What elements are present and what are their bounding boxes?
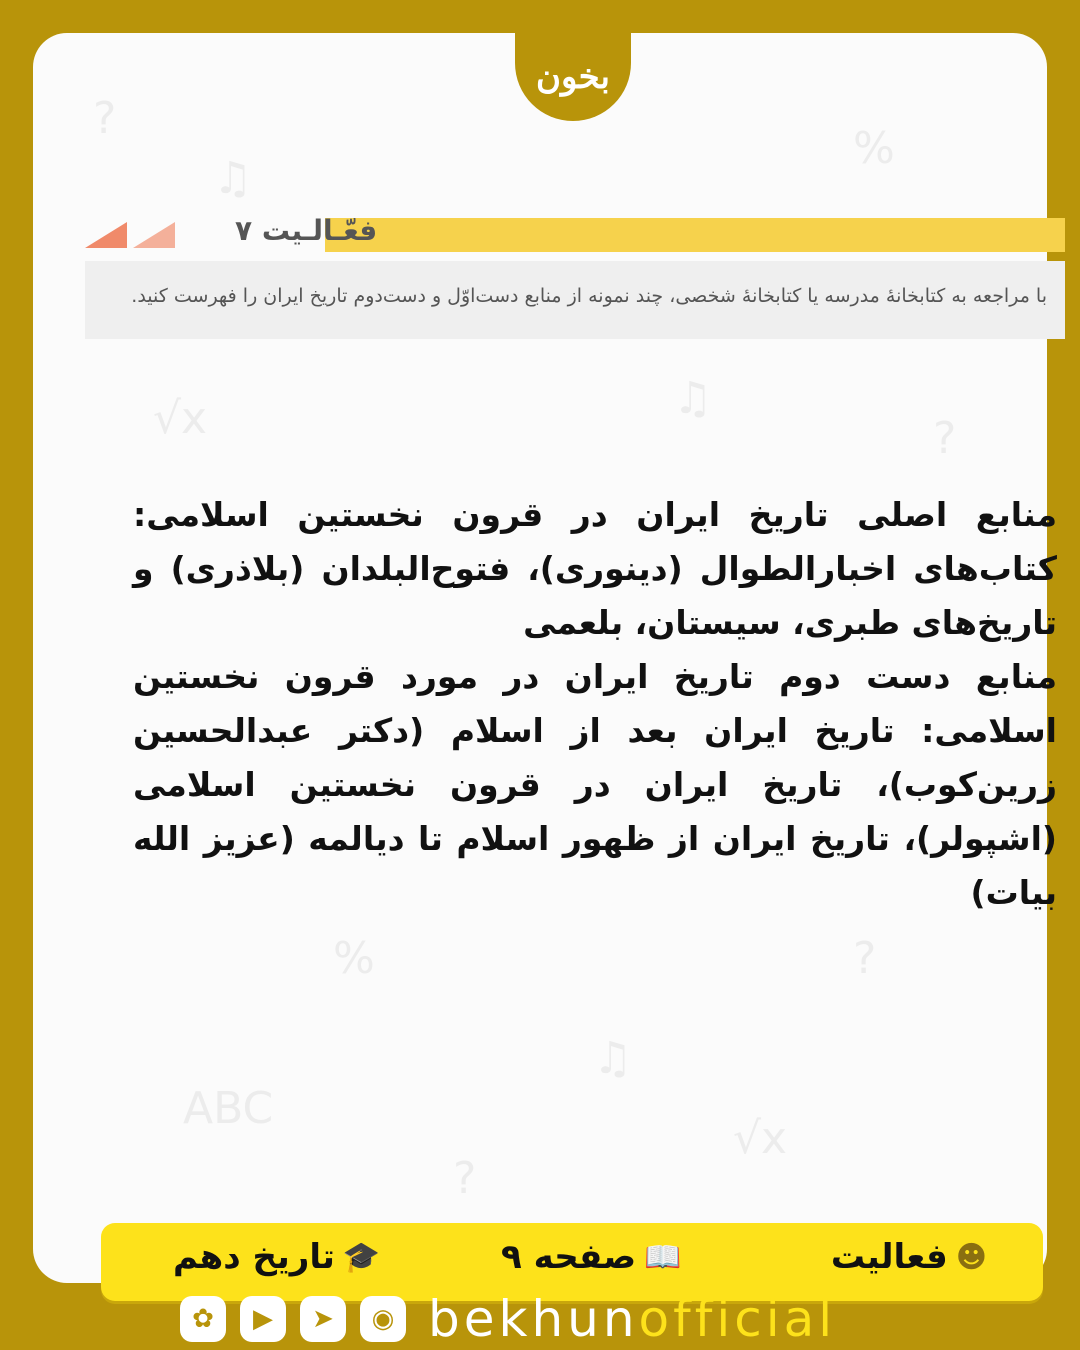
activity-header-bar bbox=[325, 218, 1065, 252]
telegram-icon[interactable]: ➤ bbox=[300, 1296, 346, 1342]
doodle-icon: ? bbox=[453, 1153, 477, 1204]
brand-logo bbox=[515, 33, 631, 121]
aparat-icon[interactable]: ✿ bbox=[180, 1296, 226, 1342]
doodle-icon: ABC bbox=[183, 1083, 274, 1134]
answer-paragraph-primary-sources: منابع اصلی تاریخ ایران در قرون نخستین اسلامی: کتاب‌های اخبارالطوال (دینوری)، فتوح‌البلدان (بلاذری) و تاریخ‌های طبری، سیستان، بلعمی bbox=[133, 495, 1057, 642]
teacher-icon: ☻ bbox=[955, 1239, 987, 1275]
footer-page-label: صفحه ۹ bbox=[501, 1237, 637, 1277]
triangle-decoration-icon bbox=[133, 222, 175, 248]
logo-text: بخون bbox=[536, 57, 610, 97]
activity-instruction: با مراجعه به کتابخانهٔ مدرسه یا کتابخانهٔ شخصی، چند نمونه از منابع دست‌اوّل و دست‌دوم تاریخ ایران را فهرست کنید. bbox=[131, 285, 1047, 307]
social-links bbox=[180, 1288, 836, 1350]
doodle-icon: √x bbox=[733, 1113, 788, 1164]
footer-page bbox=[501, 1237, 681, 1277]
answer-paragraph-secondary-sources: منابع دست دوم تاریخ ایران در مورد قرون نخستین اسلامی: تاریخ ایران بعد از اسلام (دکتر عبدالحسین زرین‌کوب)، تاریخ ایران در قرون نخستین اسلامی (اشپولر)، تاریخ ایران از ظهور اسلام تا دیالمه (عزیز الله بیات) bbox=[133, 657, 1057, 912]
book-icon: 📖 bbox=[644, 1239, 682, 1275]
activity-title: فعّـالـیت ۷ bbox=[235, 214, 378, 247]
graduation-cap-icon: 🎓 bbox=[342, 1239, 381, 1275]
footer-activity bbox=[831, 1237, 987, 1277]
doodle-icon: √x bbox=[153, 393, 208, 444]
doodle-icon: % bbox=[333, 933, 375, 984]
triangle-decoration-icon bbox=[85, 222, 127, 248]
footer-subject-label: تاریخ دهم bbox=[173, 1237, 335, 1277]
doodle-icon: ? bbox=[853, 933, 877, 984]
activity-instruction-box bbox=[85, 261, 1065, 339]
doodle-icon: ? bbox=[933, 413, 957, 464]
handle-part2: official bbox=[638, 1290, 837, 1348]
doodle-icon: ♫ bbox=[593, 1033, 633, 1084]
activity-header bbox=[85, 214, 1065, 252]
doodle-icon: ♫ bbox=[673, 373, 713, 424]
social-handle bbox=[428, 1290, 836, 1348]
doodle-icon: ♫ bbox=[213, 153, 253, 204]
footer-subject bbox=[173, 1237, 380, 1277]
instagram-icon[interactable]: ◉ bbox=[360, 1296, 406, 1342]
doodle-icon: ? bbox=[93, 93, 117, 144]
youtube-icon[interactable]: ▶ bbox=[240, 1296, 286, 1342]
answer-text bbox=[133, 488, 1057, 920]
content-card bbox=[33, 33, 1057, 1283]
footer-activity-label: فعالیت bbox=[830, 1237, 948, 1277]
handle-part1: bekhun bbox=[428, 1290, 639, 1348]
doodle-icon: % bbox=[853, 123, 895, 174]
